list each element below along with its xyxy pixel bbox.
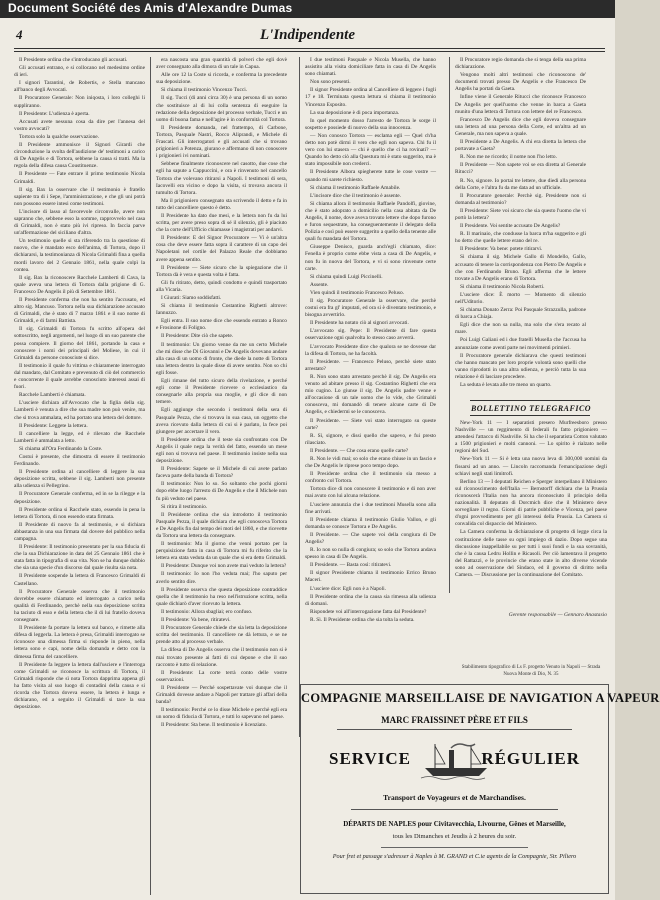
paragraph: Il sig. Procuratore Generale la osservare, che perchè costui era fra gl' imputati, ed ora si è diventato testimonio, e bisogna avvertirlo. [305, 298, 436, 319]
paragraph: Il Presidente ha notato ciò al signori avvocati. [310, 320, 409, 327]
paragraph: Si chiama allora il testimonio Raffaele Pandolfi, giovine, che è stato adoprato a domicilio nella casa abitata da De Angelis, il nome, dove aveva trovato lettere che dopo furono e furon sequestrate, ha conseguentemente il delegato della Polizia e così può essere suggerito a quello della tenente alle quali fu mandata del Tortora. [305, 200, 436, 243]
paragraph: Il Presidente: Dite ciò che sapete. [161, 333, 234, 340]
paragraph: Il Presidente. — Siete voi stato interrogato su queste carte? [305, 417, 436, 431]
paragraph: Il Procuratore generale: Perchè sig. Presidente non si domanda al testimonio? [455, 192, 586, 206]
column-divider [299, 57, 300, 737]
paragraph: Si chiama il testimonio Nicola Roberti. [460, 283, 545, 290]
paragraph: Si chiama quindi Luigi Piccinelli. [310, 273, 383, 280]
paragraph: Berlino 13 — I deputati Reichen e Sperger interpellano il Ministero sul riconoscimento dell'Italia — Bernstorff dichiara che la Prussia riconoscerà l'Italia non ha ancora riconosciuto il principio della nazionalità. Il deputato di Dorcmich dice che il Ministero deve sorvegliare il regno. Giorni di patrie pubbliche e Vicenza, pel paese d'ogni provvedimento per gli interessi della Prussia. La Camera si convalida col dispaccio del Ministero. [455, 478, 607, 528]
paragraph: Il Presidente ordina si Racchele stato, essendo in pena la lettera di Tortora, di non essendo stata firmata. [14, 506, 145, 520]
article-column-2 [156, 57, 287, 895]
ad-contact-info: Pour fret et passage s'adresser à Naples à M. GRAND et C.ie agents de la Compagnie, Str. Piliero [332, 853, 577, 860]
paragraph: Tortora solo la qualche osservazione. [19, 133, 100, 140]
bulletin-title: BOLLETTINO TELEGRAFICO [470, 404, 592, 413]
paragraph: Il Presidente — Perché sospettavate voi dunque che il Grimaldi dovesse andare a Napoli per trattare gli affari della banda? [156, 684, 287, 706]
paragraph: Il Presidente domanda, nel frattempo, di Carbone, Tortora, Pasquale Nastri, Rocco Aliprandi, e Michele di Frascati. Gli interrogatori e gli accusati che si trovano prigionieri a Potenza, giurano e affermano di non conoscere i prigionieri ivi nominati. [156, 124, 287, 160]
paragraph: Il Presidente a De Angelis. A chi era diretta la lettera che portavate a Gaeta? [455, 139, 586, 153]
paragraph: Il Presidente sospende la lettera di Francesco Grimaldi di Castellano. [14, 573, 145, 587]
paragraph: La difesa di De Angelis osserva che il testimonio non si è mai trovato presente ai fatti di cui depone e che il suo racconto è tutto di relazione. [156, 647, 287, 668]
paragraph: Il Presidente ordina che il teste sia confrontato con De Angelis il quale nega la verità del fatto, essendo un mese egli non si trovava nel paese. Il testimonio insiste nella sua deposizione. [156, 436, 287, 465]
paragraph: Il Presidente: Sta bene. Il testimonio è licenziato. [161, 722, 267, 729]
paragraph: La Camera conferma la dichiarazione di progetto di legge circa la costituzione delle tasse su ogni impiego di dazio. Dopo segue una discussione inappellabile su per tutti i suoi fondi e la sua sovranità, che è la causa Ledru Hollin e Ricasoli. Per ciò lamentava il progetto del Rattazzi, e le provincie che erano state in alto diverse vicende sono ad osservazione del Sindaco, ed il governo di diritto nella Camera. — Discussione per la continuazione del Comitato. [455, 529, 607, 578]
paragraph: Giuseppe Denisco, guarda anch'egli chiamato, dice: Fenella è proprio come ebbe vista a casa di De Angelis, e non fu in nuova del Tortora, e vi si sono rinvenute certe carte. [305, 244, 436, 272]
paragraph: I signori Tarantini, de Robertis, e Stella mancano all'banco degli Avvocati. [14, 80, 145, 94]
page-number: 4 [16, 27, 23, 42]
paragraph: Gli fu ritirato, detto, quindi condotto e quindi trasportato alla Vicaria. [156, 279, 287, 293]
paragraph: L'usciere dichiara all'Avvocato che la figlia della sig. Lamberti è venuta a dire che sua madre non può venire, ma che si trova ammalata, ed ha portato una lettera del dottore. [14, 400, 145, 421]
paragraph: Il Presidente osserva che questa deposizione contraddice quella che il testimonio ha reso nell'istruzione scritta, nella quale dichiarò d'aver ricevuto la lettera. [156, 586, 287, 607]
column-divider [150, 57, 151, 895]
paragraph: I Giurati: Siamo soddisfatti. [161, 295, 222, 301]
paragraph: Il testimonio: Ma il giorno che venni portato per la perquisizione fatta in casa di Tortora mi fu riferito che la lettera era stata veduta da un quale che si era detto Grimaldi. [156, 541, 287, 562]
paragraph: Il Procuratore Generale conferma, ed in se la rilegge e la deposizione. [14, 491, 145, 505]
paragraph: Il Procuratore regio domanda che si tenga della sua prima dichiarazione. [455, 57, 586, 71]
paragraph: Il Procuratore generale dichiarava che questi testimoni che hanno mancato per loro proprie volontà sono quelli che vanno riprodotti in una altra udienza, e perciò tutta la sua relazione è di lasciare procedere. [455, 352, 586, 380]
paragraph: Si chiama il testimonio Costantino Righetti altrove: Iannuzzo. [156, 303, 287, 317]
paragraph: Il Presidente fa portare la lettera sul banco, e rimette alla difesa di leggerla. La lettera è presa, Grimaldi interrogato se riconosce una dimessa firma si risponde in pieno, nella lettera sono e capi, nome della domanda e detto con la dimessa firma del cancelliere. [14, 625, 145, 660]
paragraph: Il sig. Grimaldi di Tortora fu scritto all'opera del sottoscritto, negli argomenti, nel luogo di un suo parente che possa compiere. Il giorno del 1861, portando la casa e conoscere i nomi dei principali del Moliese, in cui il Grimaldi da persone conosciute si dice. [14, 326, 145, 361]
paragraph: Si ritira il testimonio. [161, 503, 208, 510]
paragraph: R. Sì, signore, e dissi quello che sapevo, e fui presto rilasciato. [305, 432, 436, 446]
paragraph: Il Presidente: Siete voi sicuro che sia questo l'uomo che vi portò la lettera? [455, 207, 586, 221]
masthead-rule [14, 51, 605, 52]
paragraph: Il Procuratore Generale: Non iniqosta, i loro colleghi li suppliranno. [14, 95, 145, 109]
paragraph: Il signor Presidente ordina al Cancelliere di leggere i fogli 17 e 18. Terminata questa lettura si chiama il testimonio Vincenzo Esposito. [305, 87, 436, 108]
paragraph: Si chiama il sig. Michele Gallo di Mondello, Gallo, accusato di tenere la corrispondenza con Pietro De Angelis e che con Ferdinando Bruno. Egli afferma che le lettere trovate a De Angelis erano di Tortora. [455, 254, 586, 282]
paragraph: Il Presidente: Dunque voi non avete mai veduto la lettera? [161, 563, 287, 570]
paragraph: R. Sì. Il Presidente ordina che sia tolta la seduta. [310, 616, 415, 623]
paragraph: Alle ore 12 la Coste si ricorda, e conferma la precedente sua deposizione. [156, 72, 287, 86]
paragraph: Il Presidente di nuovo fa al testimonio, e si dichiara abbastanza in una sua firmata dal dovere del pubblico nella campagna. [14, 521, 145, 542]
paragraph: L'incisore dice che il testimonio è assente. [310, 192, 401, 199]
paragraph: Il Presidente ordina che s'introducano gli accusati. [19, 57, 128, 63]
paragraph: Ma il prigioniero consegnato sta scrivendo il detto e fa in tutto del cancelliere questo è detto. [156, 197, 287, 211]
paragraph: L'usciere dice: È morto — Momento di silenzio nell'Uditorio. [455, 291, 586, 305]
paragraph: Il signor Presidente chiama il testimonio Errico Bruno Maceri. [305, 570, 436, 584]
paragraph: Egli rimane del tutto sicuro della rivelazione, e perché egli come il Presidente ricevere o ecclesiastico da consegnarle alla propria sua moglie, e gli dice di non temere. [156, 378, 287, 406]
paragraph: Il Presidente — Siete sicuro che la spiegazione che il Tortora dà è vera e questa volta è fatta. [156, 264, 287, 278]
paragraph: La sua deposizione è di poca importanza. [310, 109, 400, 116]
paragraph: Il Presidente ordina che il testimonio sia messo a confronto col Tortora. [305, 471, 436, 485]
paragraph: I due testimoni Pasquale e Nicola Musella, che hanno assistito alla visita domiciliare fatta in casa di De Angelis sono chiamati. [305, 57, 436, 78]
paragraph: Il testimonio: Un giorno venne da me un certo Michele che mi disse che Di Giovanni e De Angelis dovevano andare alla casa di un uomo di fronte, che diede la notte di Tortora una lettera dentro la quale disse di avere sentito. Non so chi egli fosse. [156, 341, 287, 376]
paragraph: Il Presidente — Non sapete voi se era diretta al Generale Ritucci? [455, 162, 586, 176]
paragraph: R. Non sono stato arrestato perchè il sig. De Angelis era venuto ad abitare presso il sig. Costantino Righetti che era mio cugino. Lo giunse il sig. De Angelis padre venne e all'occasione di un tale uomo che lo vide, che Grimaldi conosceva, mi domandò di tenere alcune carte di De Angelis, e chiedermi se le conosceva. [305, 373, 436, 416]
paragraph: Un testimonio quelle si sta riferendo tra la questione di nuovo, che è mandato esco dell'anima, di Tortora, dopo il dichiararsi, la testimonianza di Nicola Grimaldi fina a quella mordi lavoro del 2 Gennaio 1861, nella quale colpì la contea. [14, 238, 145, 273]
paragraph: Il testimonio: Non lo so. So soltanto che pochi giorni dopo ebbe luogo l'arresto di De Angelis e che il Michele non fu più veduto nel paese. [156, 481, 287, 502]
paragraph: Il Presidente Albora spiegherete tutte le cose vostre — quando mi sarete richiesto. [305, 169, 436, 183]
paragraph: Il Presidente conferma che non ha sentito l'accusato, ed altro sig. Mancuso. Tortora nella sua dichiarazione accusato di Grimaldi, che è stato di 7 marzo 1861 e il suo nome di Grimaldi, e di farmi Battista. [14, 297, 145, 325]
paragraph: Il testimonio: Allora sbagliai; ero confuso. [161, 608, 253, 615]
bulletin-signature: Gerente responsabile — Gennaro Anastasio [508, 612, 607, 618]
paragraph: Il Procuratore Generale osserva che il testimonio dovrebbe essere chiamato ed interrogato a carico nella qualità di Ferdinando, perchè nella sua deposizione scritta ha taciuto di esso e della lettera che il di lui fratello doveva consegnare. [14, 588, 145, 624]
ad-rule [351, 809, 558, 810]
paragraph: Il Presidente — Fate entrare il primo testimonio Nicola Grimaldi. [14, 171, 145, 185]
paragraph: L'usciere dice: Egli non è a Napoli. [310, 585, 386, 592]
paragraph: Il Presidente: Va bene, ritiratevi. [161, 617, 231, 624]
source-banner-text: Document Société des Amis d'Alexandre Dumas [8, 1, 293, 15]
masthead-rule [14, 48, 605, 49]
paragraph: Il sig. Tucci (di anni circa 30) è una persona di un uomo che sostituisce al di lui colla sentenza di eseguire la redazione della deposizione del processo verbale, Tucci e un uomo di buona fama e nell'agire è in conformità col Tortora. [156, 95, 287, 123]
paragraph: Il Presidente. Voi sentite accusato De Angelis? [460, 223, 561, 230]
paragraph: Il testimonio il quale fu vittima e chiaramente interrogato dal mandato, dal Comitato e prevenuto di ciò del commercio e concorrente il quale avrebbe conosciuto interessi assai di fuori. [14, 362, 145, 391]
paragraph: Il Presidente ordina che sia introdotto il testimonio Pasquale Pezza, il quale dichiara che egli conosceva Tortora e De Angelis fin dal tempo dei moti del 1860, e che ricevette da Tortora una lettera da consegnare. [156, 511, 287, 539]
paragraph: R. Io non so nulla di congiura; so solo che Tortora andava spesso in casa di De Angelis. [305, 547, 436, 561]
column-divider [449, 57, 450, 593]
masthead: L'Indipendente [259, 27, 355, 43]
paragraph: Vien quindi il testimonio Francesco Peluso. [310, 289, 405, 296]
paragraph: Il Presidente: Sapete se il Michele di cui avete parlato faceva parte della banda di Tortora? [156, 466, 287, 480]
paragraph: Il Presidente: Va bene: potete ritirarvi. [460, 246, 543, 253]
paragraph: In quel momento dosso l'arresto de Tortora le sorge il sospetto e possiede di nuovo della sua innocenza. [305, 117, 436, 131]
paragraph: Il Presidente: E del Signor Procuratore — Vi è un'altra cosa che deve essere fatta sopra il carattere di un capo dei Napoletani nel cortile del Palazzo Reale che dobbiamo avere appena sentito. [156, 235, 287, 263]
paragraph: New-York 11 — I separatisti presero Murfreesboro presso Nashville — un reggimento di federali fu fatto prigioniero — attendesi l'attacco di Nashville. Si ha che il separatista Cotton valutato a 1500 prigionieri e molti cannoni. — Lo spirito è rialzato nelle regioni del Sud. [455, 420, 607, 455]
paragraph: R. No, signore. Io portai tre lettere, due diedi alla persona della Corte, e l'altra fu da me data ad un ufficiale. [455, 177, 586, 191]
paragraph: Il Presidente. — Che sapete voi della congiura di De Angelis? [305, 531, 436, 545]
paragraph: Egli entra. Il suo nome dice che essendo entrato a Ronco e Frosinone di Foligno. [156, 318, 287, 332]
ad-rule [381, 847, 528, 848]
paragraph: Vengono molti altri testimoni che riconoscono de' documenti trovati presso De Angelis e che Francesco De Angelis ha portati da Gaeta. [455, 72, 586, 93]
paragraph: L'incisore di lasso al favorevole circonvalle, avere non sapranno che, sebbene esso la somme, rapprovvelo nel casa di Grimaldi, non è stato più ivi ripreso. In faccia parve un'affermazione del siciliano d'altra. [14, 208, 145, 237]
paragraph: Egli aggiunge che secondo i testimoni della sera di Pasquale Pezza, che si trovava in sua casa, un oggetto che aveva ricevuto dalla lettera di cui si è parlato, la fece poi giungere per accertare il vero. [156, 407, 287, 435]
paragraph: Gli accusati entrano, e si collocano nel medesimo ordine di ieri. [14, 65, 145, 79]
paragraph: Accusati avete nessuna cosa da dire per l'annesa del vostro avvocati? [14, 118, 145, 132]
paragraph: Il Presidente: L'udienza è aperta. [19, 110, 90, 117]
paragraph: R. Non me ne ricordo; il nome non l'ho letto. [460, 154, 557, 161]
paragraph: Il Presidente: Leggete la lettera. [19, 422, 88, 429]
paragraph: L'usciere annunzia che i due testimoni Musella sono alla fine arrivati. [305, 501, 436, 515]
paragraph: Il Presidente: La corte terrà conto delle vostre osservazioni. [156, 669, 287, 683]
source-banner [0, 0, 615, 18]
paragraph: Il testimonio: Io non l'ho veduta mai; l'ho saputo per averlo sentito dire. [156, 571, 287, 585]
article-column-1 [14, 57, 145, 895]
ad-service-left: SERVICE [329, 749, 411, 768]
paragraph: L'avvocato Presidente dice che qualora se ne dovesse dar la difesa di Tortora, ne ha facoltà. [305, 343, 436, 357]
ad-days: tous les Dimanches et Jeudis à 2 heures du soir. [392, 833, 517, 840]
article-column-4 [455, 57, 586, 397]
advertisement [300, 684, 660, 894]
paragraph: Si chiama il testimonio Raffaele Amabile. [310, 184, 401, 191]
paragraph: Racchele Lamberti è chiamata. [19, 392, 86, 399]
paragraph: Il cancelliere la legge, ed è rilevato che Racchele Lamberti è ammalata a letto. [14, 430, 145, 444]
paragraph: Egli dice che non sa nulla, ma solo che s'era recato al mare. [455, 322, 586, 336]
paragraph: Il Presidente: Il testimonio presentato per la sua fiducia di che la sua Dichiarazione in data del 25 Gennaio 1861 che è stata fatta in tipografia di sua vita. Non se ha dunque dubbio che sia una specie d'un discorso dal quale risulta sia nota. [14, 544, 145, 572]
paragraph: Costui è presente, che dimostra di essere il testimonio Ferdinando. [14, 453, 145, 468]
paragraph: Il Procuratore Generale chiede che sia letta la deposizione scritta del testimonio. Il cancelliere ne dà lettura, e se ne prende atto al processo verbale. [156, 625, 287, 646]
bulletin-rule [470, 400, 590, 401]
ad-service-right: RÉGULIER [481, 749, 580, 768]
printer-credit: Stabilimento tipografico di Ls F. progetto Venuto in Napoli — Strada Nuova Monte di Dio, N. 35 [461, 665, 601, 677]
paragraph: Infine viene il Generale Ritucci che riconosce Francesco De Angelis per quell'uomo che venne in barca a Gaeta munito d'una lettera di Tortora con lettere del re Francesco. [455, 94, 586, 115]
paragraph: Non sono presenti. [310, 79, 351, 86]
paragraph: — Non conosco Tortora — esclama egli — Quel ch'ha detto non potè dirmi il vero che egli non sapeva. Chi fu il vero con lui stasera — chi è quello che ci ha rovinati? — Quando ho detto ciò alla Questura mi è stato suggerito, ma è stato impossibile non crederci. [305, 132, 436, 168]
ad-transport: Transport de Voyageurs et de Marchandises. [383, 793, 526, 802]
paragraph: Tortora dice di non conoscere il testimonio e di non aver mai avuto con lui alcuna relazione. [305, 486, 436, 500]
paragraph: Si chiama il testimonio Vincenzo Tucci. [161, 87, 248, 94]
paragraph: Il Presidente fa leggere la lettera dall'usciere e l'interroga come Grimaldi se riconosce la scrittura di Tortora, il Grimaldi risponde che sì nota Tortora dapprima appena gli ha fatto visita al suo luogo di contadini della causa e si ricorda che Tortora doveva essere, la lettera è lunga e dichiarano, ed a seguito il Grimaldi si tace la sua deposizione. [14, 661, 145, 711]
ad-subtitle: MARC FRAISSINET PÈRE ET FILS [381, 715, 528, 725]
paragraph: Il testimonio: Perché ce lo disse Michele e perchè egli era un uomo di fiducia di Tortora, e tutti lo sapevano nel paese. [156, 707, 287, 721]
ad-departures: DÉPARTS DE NAPLES pour Civitavecchia, Livourne, Gênes et Marseille, [343, 820, 566, 828]
paragraph: Il Presidente. — Basta così: ritiratevi. [310, 562, 392, 569]
paragraph: Il Presidente ammonisce il Signori Girardi che circonduzione la svolta dell'audizione de' testimoni a carico di De Angelis e di Tortora, sebbene la causa si tratti. Ma la regola della difesa causa Coustituenze. [14, 142, 145, 170]
paragraph: Il Presidente chiama il testimonio Giulio Vallon, e gli domanda se conosce Tortora e De Angelis. [305, 516, 436, 530]
paragraph: Il sig. Bax la osservare che il testimonio è fratello sapiente tra di i Sepe, l'amministrazione, e che gli uni potrà non possono essere intesi come testimoni. [14, 186, 145, 207]
paragraph: Poi Luigi Galiani ed i due fratelli Musella che l'accusa ha annunziate come aventi parte nei movimenti primieri. [455, 337, 586, 351]
paragraph: La seduta è levata alle tre meno un quarto. [460, 382, 552, 389]
paragraph: Il Presidente ordina che la causa sia rimessa alla udienza di domani. [305, 593, 436, 607]
paragraph: R. Non le vidi mai; so solo che erano chiuse in un fascio e che De Angelis le riprese poco tempo dopo. [305, 455, 436, 470]
paragraph: Sebbene finalmente riconoscere nel casotto, due cose che egli ha sapute a Cappuccini, e ora è rinvenuto nel cancello Tortora che volevano ritirarsi a Napoli. I testimoni di sera, Iacovelli era vicino e dopo la visita, si trovava ancora il tumulto di Tortora. [156, 161, 287, 196]
paragraph: Francesco De Angelis dice che egli doveva consegnare una lettera ad una persona della Corte, ed un'altra ad un Generale, ma non sapeva a quale. [455, 116, 586, 137]
paragraph: Si chiama all'Ora Ferdinando la Coste. [19, 445, 103, 452]
ad-title: COMPAGNIE MARSEILLAISE DE NAVIGATION A VAPEUR [301, 691, 660, 705]
paragraph: Il Presidente ha dato due mesi, e la lettera non fu da lui scritta, per avere preso sopra di sé il silenzio, gli è piaciuto che la corte dell'Ufficio chiamasse i magistrati per andarvi. [156, 212, 287, 234]
ad-rule [337, 729, 572, 730]
bulletin-body [455, 420, 607, 610]
paragraph: R. Il marinaio, che condusse la barca m'ha suggerito e gli ho detto che quelle lettere erano del re. [455, 231, 586, 245]
paragraph: era nascosta una gran quantità di polveri che egli dovè aver consegnato alla dimora di un tale in Capua. [156, 57, 287, 71]
bulletin-rule [470, 415, 590, 416]
paragraph: Il Presidente. — Che cosa erano quelle carte? [310, 447, 409, 454]
paragraph: Assente. [310, 281, 329, 288]
article-column-3 [305, 57, 436, 737]
paragraph: Il sig. Bax la riconoscere Racchele Lamberti di Cava, la quale aveva una lettera di Tortora dalla prigione di G. Francesco De Angelis il più di Settembre 1861. [14, 274, 145, 295]
paragraph: Il Presidente. — Francesco Peluso, perchè siete stato arrestato? [305, 358, 436, 372]
paragraph: Si chiama Donato Zerra: Poi Pasquale Strazzulla, padrone di barca a Chiaja. [455, 307, 586, 321]
paragraph: New-York 11 — Si è letta una nuova leva di 300,000 uomini da fissarsi ad un anno. — Lincoln raccomanda l'emancipazione degli schiavi negli stati limitrofi. [455, 456, 607, 477]
paragraph: L'avvocato sig. Pepe: Il Presidente di fare questa osservazione ogni qualvolta lo stesso caso avverrà. [305, 328, 436, 342]
paragraph: Rispondete voi all'interrogazione fatta dal Presidente? [310, 608, 427, 615]
paragraph: Il Presidente ordina al cancelliere di leggere la sua deposizione scritta, sebbene il sig. Lamberti non presente alla udienza si Pellegrino. [14, 469, 145, 490]
